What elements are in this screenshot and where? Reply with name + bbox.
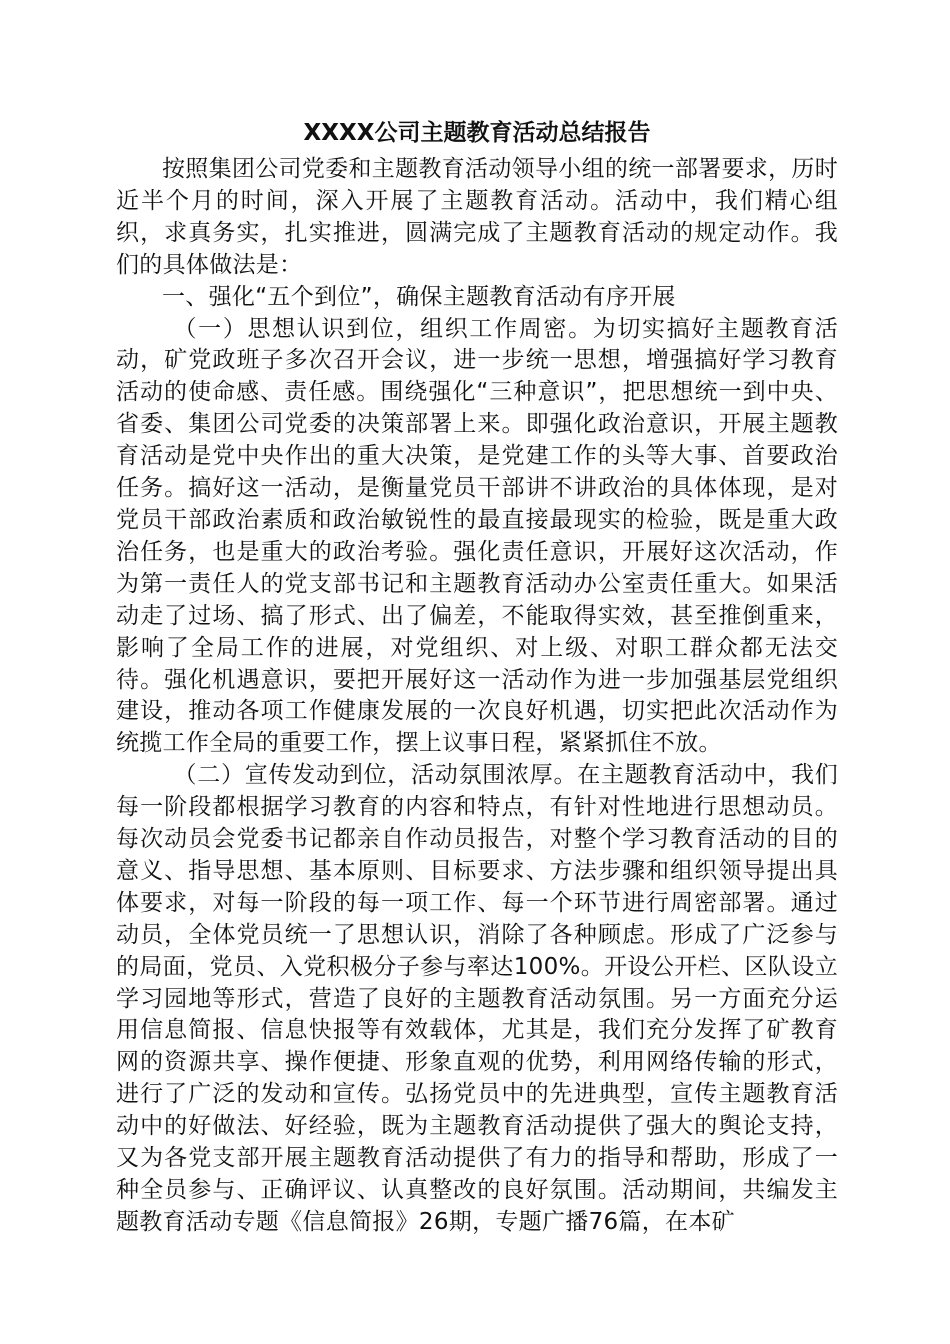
subsection-paragraph-1: （一）思想认识到位，组织工作周密。为切实搞好主题教育活动，矿党政班子多次召开会议，进一步统一思想，增强搞好学习教育活动的使命感、责任感。围绕强化“三种意识”，把思想统一到中央、省委、集团公司党委的决策部署上来。即强化政治意识，开展主题教育活动是党中央作出的重大决策，是党建工作的头等大事、首要政治任务。搞好这一活动，是衡量党员干部讲不讲政治的具体体现，是对党员干部政治素质和政治敏锐性的最直接最现实的检验，既是重大政治任务，也是重大的政治考验。强化责任意识，开展好这次活动，作为第一责任人的党支部书记和主题教育活动办公室责任重大。如果活动走了过场、搞了形式、出了偏差，不能取得实效，甚至推倒重来，影响了全局工作的进展，对党组织、对上级、对职工群众都无法交待。强化机遇意识，要把开展好这一活动作为进一步加强基层党组织建设，推动各项工作健康发展的一次良好机遇，切实把此次活动作为统揽工作全局的重要工作，摆上议事日程，紧紧抓住不放。 — [116, 315, 838, 757]
intro-paragraph: 按照集团公司党委和主题教育活动领导小组的统一部署要求，历时近半个月的时间，深入开展了主题教育活动。活动中，我们精心组织，求真务实，扎实推进，圆满完成了主题教育活动的规定动作。我们的具体做法是： — [116, 156, 838, 278]
subsection-paragraph-2: （二）宣传发动到位，活动氛围浓厚。在主题教育活动中，我们每一阶段都根据学习教育的内容和特点，有针对性地进行思想动员。每次动员会党委书记都亲自作动员报告，对整个学习教育活动的目的意义、指导思想、基本原则、目标要求、方法步骤和组织领导提出具体要求，对每一阶段的每一项工作、每一个环节进行周密部署。通过动员，全体党员统一了思想认识，消除了各种顾虑。形成了广泛参与的局面，党员、入党积极分子参与率达100%。开设公开栏、区队设立学习园地等形式，营造了良好的主题教育活动氛围。另一方面充分运用信息简报、信息快报等有效载体，尤其是，我们充分发挥了矿教育网的资源共享、操作便捷、形象直观的优势，利用网络传输的形式，进行了广泛的发动和宣传。弘扬党员中的先进典型，宣传主题教育活动中的好做法、好经验，既为主题教育活动提供了强大的舆论支持，又为各党支部开展主题教育活动提供了有力的指导和帮助，形成了一种全员参与、正确评议、认真整改的良好氛围。活动期间，共编发主题教育活动专题《信息简报》26期，专题广播76篇，在本矿 — [116, 762, 838, 1235]
section-heading: 一、强化“五个到位”，确保主题教育活动有序开展 — [162, 283, 676, 310]
document-title: XXXX公司主题教育活动总结报告 — [303, 120, 651, 146]
document-page — [116, 112, 838, 1239]
